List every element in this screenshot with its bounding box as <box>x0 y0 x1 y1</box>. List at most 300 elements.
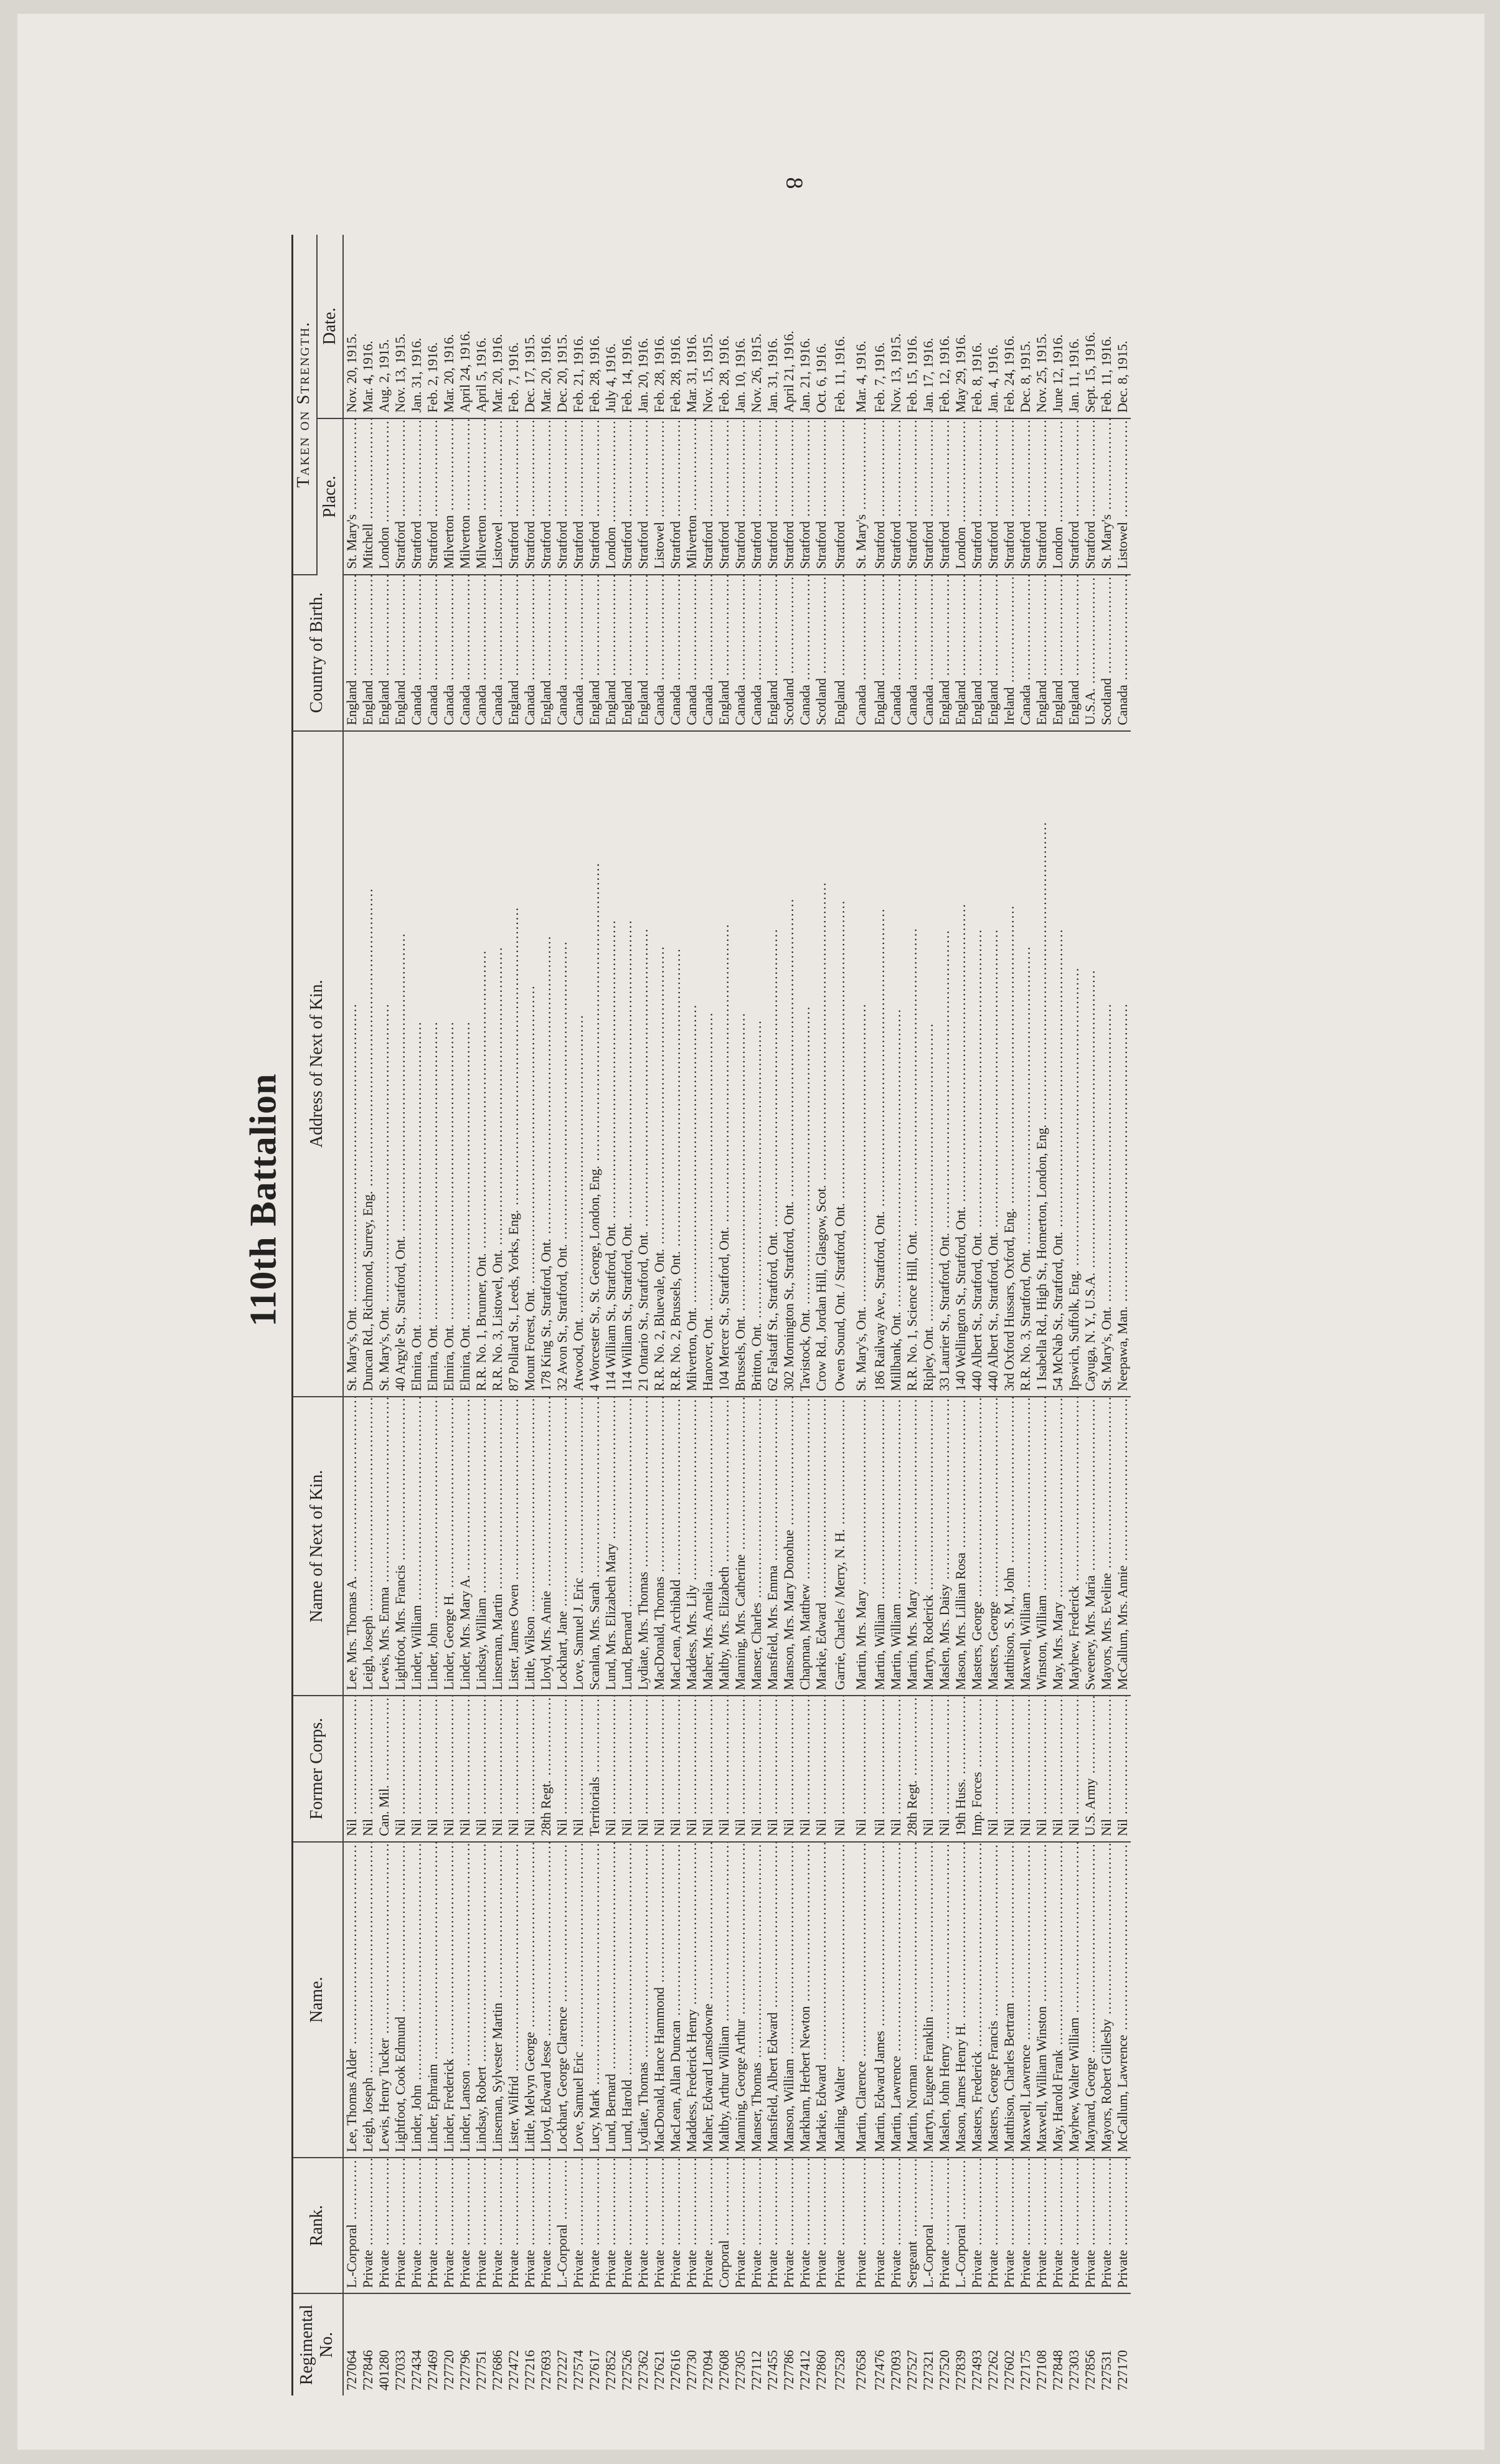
regimental-no-cell: 727305 <box>732 2350 748 2391</box>
strength-place-cell: London ..... <box>953 418 969 575</box>
soldier-name-cell: Maher, Edward Lansdowne ..... <box>700 1842 716 2158</box>
rank-cell: Private ..... <box>1050 2158 1066 2293</box>
regimental-no-cell: 727693 <box>538 2350 554 2391</box>
rank-cell: Private ..... <box>700 2158 716 2293</box>
table-row <box>797 235 813 2396</box>
strength-place-cell: Stratford ..... <box>522 418 538 575</box>
table-row <box>1050 235 1066 2396</box>
strength-place-cell: Stratford ..... <box>1001 418 1017 575</box>
kin-address-cell: 4 Worcester St., St. George, London, Eng. ..... <box>587 731 603 1397</box>
kin-address-cell: Millbank, Ont. ..... <box>888 731 904 1397</box>
table-row <box>473 235 489 2396</box>
former-corps-cell: 28th Regt. ..... <box>538 1696 554 1842</box>
kin-address-cell: Cayuga, N. Y., U.S.A. ..... <box>1082 731 1098 1397</box>
table-row <box>667 235 684 2396</box>
soldier-name-cell: Lockhart, George Clarence ..... <box>554 1842 570 2158</box>
strength-place-cell: Stratford ..... <box>829 418 851 575</box>
strength-place-cell: Stratford ..... <box>936 418 953 575</box>
table-row <box>619 235 635 2396</box>
country-of-birth-cell: England ..... <box>985 575 1001 731</box>
former-corps-cell: Nil ..... <box>667 1696 684 1842</box>
regimental-no-cell: 727720 <box>441 2350 457 2391</box>
country-of-birth-cell: England ..... <box>376 575 392 731</box>
soldier-name-cell: Linder, John ..... <box>408 1842 425 2158</box>
rank-cell: Private ..... <box>969 2158 985 2293</box>
country-of-birth-cell: Canada ..... <box>797 575 813 731</box>
strength-place-cell: Stratford ..... <box>392 418 408 575</box>
regimental-no-cell: 727839 <box>953 2350 969 2391</box>
table-row <box>781 235 797 2396</box>
strength-place-cell: Listowel ..... <box>651 418 667 575</box>
soldier-name-cell: Lee, Thomas Alder ..... <box>343 1842 360 2158</box>
next-of-kin-cell: Martyn, Roderick ..... <box>920 1397 936 1696</box>
strength-place-cell: Stratford ..... <box>904 418 920 575</box>
former-corps-cell: Nil ..... <box>473 1696 489 1842</box>
regimental-no-cell: 727730 <box>684 2350 700 2391</box>
soldier-name-cell: Love, Samuel Eric ..... <box>570 1842 587 2158</box>
table-row <box>684 235 700 2396</box>
strength-place-cell: Stratford ..... <box>872 418 888 575</box>
regimental-no-cell: 727520 <box>936 2350 953 2391</box>
kin-address-cell: R.R. No. 2, Bluevale, Ont. ..... <box>651 731 667 1397</box>
strength-place-cell: London ..... <box>1050 418 1066 575</box>
table-row <box>408 235 425 2396</box>
strength-date-cell: Mar. 4, 1916. <box>851 235 872 418</box>
soldier-name-cell: Leigh, Joseph ..... <box>360 1842 376 2158</box>
rank-cell: Private ..... <box>781 2158 797 2293</box>
table-row <box>1001 235 1017 2396</box>
soldier-name-cell: Linder, Frederick ..... <box>441 1842 457 2158</box>
country-of-birth-cell: U.S.A. ..... <box>1082 575 1098 731</box>
former-corps-cell: Nil ..... <box>522 1696 538 1842</box>
kin-address-cell: 114 William St., Stratford, Ont. ..... <box>603 731 619 1397</box>
soldier-name-cell: Marling, Walter ..... <box>829 1842 851 2158</box>
strength-date-cell: Feb. 7, 1916. <box>506 235 522 418</box>
country-of-birth-cell: England ..... <box>603 575 619 731</box>
strength-date-cell: Feb. 28, 1916. <box>587 235 603 418</box>
former-corps-cell: Nil ..... <box>700 1696 716 1842</box>
country-of-birth-cell: England ..... <box>1050 575 1066 731</box>
next-of-kin-cell: Mason, Mrs. Lillian Rosa ..... <box>953 1397 969 1696</box>
country-of-birth-cell: England ..... <box>392 575 408 731</box>
former-corps-cell: Nil ..... <box>684 1696 700 1842</box>
former-corps-cell: Nil ..... <box>441 1696 457 1842</box>
strength-place-cell: St. Mary's ..... <box>851 418 872 575</box>
strength-date-cell: Feb. 15, 1916. <box>904 235 920 418</box>
strength-date-cell: Nov. 15, 1915. <box>700 235 716 418</box>
soldier-name-cell: Maslen, John Henry ..... <box>936 1842 953 2158</box>
rank-cell: Private ..... <box>635 2158 651 2293</box>
kin-address-cell: Elmira, Ont. ..... <box>457 731 473 1397</box>
table-row <box>425 235 441 2396</box>
country-of-birth-cell: Scotland ..... <box>1098 575 1115 731</box>
soldier-name-cell: Markie, Edward ..... <box>813 1842 829 2158</box>
rank-cell: Private ..... <box>936 2158 953 2293</box>
former-corps-cell: Nil ..... <box>635 1696 651 1842</box>
strength-date-cell: Feb. 2, 1916. <box>425 235 441 418</box>
kin-address-cell: Ipswich, Suffolk, Eng. ..... <box>1066 731 1082 1397</box>
header-rank: Rank. <box>291 2158 343 2293</box>
table-row <box>1082 235 1098 2396</box>
soldier-name-cell: Lydiate, Thomas ..... <box>635 1842 651 2158</box>
country-of-birth-cell: Canada ..... <box>408 575 425 731</box>
next-of-kin-cell: Manser, Charles ..... <box>748 1397 765 1696</box>
soldier-name-cell: Mayhew, Walter William ..... <box>1066 1842 1082 2158</box>
header-name: Name. <box>291 1842 343 2158</box>
rank-cell: Private ..... <box>441 2158 457 2293</box>
kin-address-cell: 3rd Oxford Hussars, Oxford, Eng. ..... <box>1001 731 1017 1397</box>
rank-cell: Sergeant ..... <box>904 2158 920 2293</box>
strength-date-cell: Mar. 20, 1916. <box>538 235 554 418</box>
strength-place-cell: Stratford ..... <box>716 418 732 575</box>
rank-cell: Private ..... <box>1066 2158 1082 2293</box>
regimental-no-cell: 727227 <box>554 2350 570 2391</box>
soldier-name-cell: Masters, George Francis ..... <box>985 1842 1001 2158</box>
regimental-no-cell: 727469 <box>425 2350 441 2391</box>
strength-date-cell: Feb. 12, 1916. <box>936 235 953 418</box>
table-top-rule <box>291 235 293 2396</box>
next-of-kin-cell: Lloyd, Mrs. Annie ..... <box>538 1397 554 1696</box>
strength-place-cell: Stratford ..... <box>425 418 441 575</box>
next-of-kin-cell: Martin, Mrs. Mary ..... <box>851 1397 872 1696</box>
country-of-birth-cell: Ireland ..... <box>1001 575 1017 731</box>
strength-date-cell: Feb. 11, 1916. <box>829 235 851 418</box>
kin-address-cell: R.R. No. 1, Science Hill, Ont. ..... <box>904 731 920 1397</box>
regimental-no-cell: 727412 <box>797 2350 813 2391</box>
former-corps-cell: Nil ..... <box>716 1696 732 1842</box>
rank-cell: Private ..... <box>667 2158 684 2293</box>
table-row <box>506 235 522 2396</box>
country-of-birth-cell: England ..... <box>1066 575 1082 731</box>
strength-place-cell: Stratford ..... <box>619 418 635 575</box>
table-row <box>700 235 716 2396</box>
kin-address-cell: Crow Rd., Jordan Hill, Glasgow, Scot. ..... <box>813 731 829 1397</box>
next-of-kin-cell: Manning, Mrs. Catherine ..... <box>732 1397 748 1696</box>
soldier-name-cell: Lucy, Mark ..... <box>587 1842 603 2158</box>
kin-address-cell: 440 Albert St., Stratford, Ont. ..... <box>969 731 985 1397</box>
strength-date-cell: Sept. 15, 1916. <box>1082 235 1098 418</box>
former-corps-cell: Nil ..... <box>732 1696 748 1842</box>
country-of-birth-cell: Canada ..... <box>425 575 441 731</box>
next-of-kin-cell: Lightfoot, Mrs. Francis ..... <box>392 1397 408 1696</box>
strength-date-cell: Nov. 25, 1915. <box>1034 235 1050 418</box>
header-country: Country of Birth. <box>291 575 343 731</box>
regimental-no-cell: 727658 <box>853 2350 869 2391</box>
strength-date-cell: Feb. 28, 1916. <box>667 235 684 418</box>
strength-place-cell: London ..... <box>376 418 392 575</box>
rank-cell: L.-Corporal ..... <box>343 2158 360 2293</box>
next-of-kin-cell: Garrie, Charles / Merry, N. H. ..... <box>829 1397 851 1696</box>
next-of-kin-cell: Lindsay, William ..... <box>473 1397 489 1696</box>
kin-address-cell: Elmira, Ont. ..... <box>425 731 441 1397</box>
regimental-no-cell: 727064 <box>344 2350 360 2391</box>
soldier-name-cell: Martin, Lawrence ..... <box>888 1842 904 2158</box>
country-of-birth-cell: Canada ..... <box>457 575 473 731</box>
country-of-birth-cell: Canada ..... <box>570 575 587 731</box>
strength-date-cell: Jan. 4, 1916. <box>985 235 1001 418</box>
kin-address-cell: Duncan Rd., Richmond, Surrey, Eng. ..... <box>360 731 376 1397</box>
strength-date-cell: Jan. 31, 1916. <box>765 235 781 418</box>
country-of-birth-cell: England ..... <box>829 575 851 731</box>
next-of-kin-cell: Masters, George ..... <box>969 1397 985 1696</box>
strength-place-cell: Stratford ..... <box>538 418 554 575</box>
table-row <box>554 235 570 2396</box>
next-of-kin-cell: Matthison, S. M., John ..... <box>1001 1397 1017 1696</box>
strength-place-cell: Listowel ..... <box>489 418 506 575</box>
former-corps-cell: U.S. Army ..... <box>1082 1696 1098 1842</box>
rank-cell: L.-Corporal ..... <box>554 2158 570 2293</box>
country-of-birth-cell: England ..... <box>765 575 781 731</box>
regimental-no-cell: 727472 <box>506 2350 522 2391</box>
strength-date-cell: Nov. 26, 1915. <box>748 235 765 418</box>
strength-date-cell: Nov. 20, 1915. <box>343 235 360 418</box>
next-of-kin-cell: Maher, Mrs. Amelia ..... <box>700 1397 716 1696</box>
soldier-name-cell: Masters, Frederick ..... <box>969 1842 985 2158</box>
kin-address-cell: Tavistock, Ont. ..... <box>797 731 813 1397</box>
header-date: Date. <box>317 235 343 418</box>
nominal-roll-table <box>291 235 1362 2396</box>
former-corps-cell: Nil ..... <box>765 1696 781 1842</box>
soldier-name-cell: Lister, Wilfrid ..... <box>506 1842 522 2158</box>
former-corps-cell: Nil ..... <box>851 1696 872 1842</box>
rank-cell: Private ..... <box>603 2158 619 2293</box>
rank-cell: Private ..... <box>872 2158 888 2293</box>
strength-date-cell: Jan. 21, 1916. <box>797 235 813 418</box>
rank-cell: Private ..... <box>985 2158 1001 2293</box>
strength-date-cell: Aug. 2, 1915. <box>376 235 392 418</box>
next-of-kin-cell: Linseman, Martin ..... <box>489 1397 506 1696</box>
country-of-birth-cell: England ..... <box>360 575 376 731</box>
regimental-no-cell: 727112 <box>748 2351 765 2391</box>
rank-cell: Private ..... <box>765 2158 781 2293</box>
country-of-birth-cell: Canada ..... <box>748 575 765 731</box>
former-corps-cell: Can. Mil. ..... <box>376 1696 392 1842</box>
soldier-name-cell: Maxwell, Lawrence ..... <box>1017 1842 1034 2158</box>
kin-address-cell: 1 Isabella Rd., High St., Homerton, London, Eng. ..... <box>1034 731 1050 1397</box>
table-row <box>1066 235 1082 2396</box>
next-of-kin-cell: Chapman, Matthew ..... <box>797 1397 813 1696</box>
next-of-kin-cell: Manson, Mrs. Mary Donohue ..... <box>781 1397 797 1696</box>
country-of-birth-cell: England ..... <box>619 575 635 731</box>
former-corps-cell: Nil ..... <box>457 1696 473 1842</box>
rank-cell: Private ..... <box>538 2158 554 2293</box>
soldier-name-cell: Mansfield, Albert Edward ..... <box>765 1842 781 2158</box>
strength-date-cell: April 21, 1916. <box>781 235 797 418</box>
strength-date-cell: Feb. 21, 1916. <box>570 235 587 418</box>
former-corps-cell: Nil ..... <box>651 1696 667 1842</box>
kin-address-cell: 140 Wellington St., Stratford, Ont. ..... <box>953 731 969 1397</box>
strength-date-cell: Jan. 10, 1916. <box>732 235 748 418</box>
country-of-birth-cell: Canada ..... <box>1017 575 1034 731</box>
kin-address-cell: Atwood, Ont. ..... <box>570 731 587 1397</box>
table-row <box>522 235 538 2396</box>
strength-place-cell: Stratford ..... <box>748 418 765 575</box>
strength-place-cell: Stratford ..... <box>667 418 684 575</box>
former-corps-cell: Nil ..... <box>506 1696 522 1842</box>
soldier-name-cell: McCallum, Lawrence ..... <box>1115 1842 1131 2158</box>
former-corps-cell: Nil ..... <box>425 1696 441 1842</box>
kin-address-cell: 33 Laurier St., Stratford, Ont. ..... <box>936 731 953 1397</box>
kin-address-cell: Elmira, Ont. ..... <box>441 731 457 1397</box>
regimental-no-cell: 727602 <box>1001 2350 1017 2391</box>
strength-place-cell: Milverton ..... <box>473 418 489 575</box>
strength-date-cell: Feb. 8, 1916. <box>969 235 985 418</box>
rank-cell: Private ..... <box>888 2158 904 2293</box>
strength-place-cell: St. Mary's ..... <box>1098 418 1115 575</box>
table-row <box>813 235 829 2396</box>
rank-cell: Private ..... <box>506 2158 522 2293</box>
header-place: Place. <box>317 418 343 575</box>
strength-place-cell: Stratford ..... <box>1082 418 1098 575</box>
next-of-kin-cell: Lewis, Mrs. Emma ..... <box>376 1397 392 1696</box>
rank-cell: L.-Corporal ..... <box>953 2158 969 2293</box>
strength-date-cell: Dec. 8, 1915. <box>1115 235 1131 418</box>
strength-place-cell: St. Mary's ..... <box>343 418 360 575</box>
country-of-birth-cell: England ..... <box>969 575 985 731</box>
strength-date-cell: Dec. 17, 1915. <box>522 235 538 418</box>
former-corps-cell: 28th Regt. ..... <box>904 1696 920 1842</box>
kin-address-cell: 40 Argyle St., Stratford, Ont. ..... <box>392 731 408 1397</box>
country-of-birth-cell: England ..... <box>635 575 651 731</box>
next-of-kin-cell: Maltby, Mrs. Elizabeth ..... <box>716 1397 732 1696</box>
strength-date-cell: Feb. 14, 1916. <box>619 235 635 418</box>
header-address: Address of Next of Kin. <box>291 731 343 1397</box>
former-corps-cell: Nil ..... <box>1017 1696 1034 1842</box>
kin-address-cell: 440 Albert St., Stratford, Ont. ..... <box>985 731 1001 1397</box>
strength-place-cell: Stratford ..... <box>920 418 936 575</box>
kin-address-cell: 32 Avon St., Stratford, Ont. ..... <box>554 731 570 1397</box>
country-of-birth-cell: Scotland ..... <box>813 575 829 731</box>
regimental-no-cell: 727476 <box>872 2350 888 2391</box>
next-of-kin-cell: Martin, Mrs. Mary ..... <box>904 1397 920 1696</box>
country-of-birth-cell: England ..... <box>936 575 953 731</box>
kin-address-cell: 87 Pollard St., Leeds, Yorks, Eng. ..... <box>506 731 522 1397</box>
soldier-name-cell: Manser, Thomas ..... <box>748 1842 765 2158</box>
strength-place-cell: Stratford ..... <box>732 418 748 575</box>
strength-place-cell: Stratford ..... <box>1017 418 1034 575</box>
soldier-name-cell: Lloyd, Edward Jesse ..... <box>538 1842 554 2158</box>
kin-address-cell: 104 Mercer St., Stratford, Ont. ..... <box>716 731 732 1397</box>
former-corps-cell: Nil ..... <box>872 1696 888 1842</box>
former-corps-cell: Nil ..... <box>936 1696 953 1842</box>
next-of-kin-cell: Lund, Bernard ..... <box>619 1397 635 1696</box>
regimental-no-cell: 727617 <box>587 2350 603 2391</box>
country-of-birth-cell: England ..... <box>343 575 360 731</box>
strength-date-cell: April 24, 1916. <box>457 235 473 418</box>
table-row <box>953 235 969 2396</box>
table-row <box>587 235 603 2396</box>
rank-cell: Private ..... <box>570 2158 587 2293</box>
header-former-corps: Former Corps. <box>291 1696 343 1842</box>
strength-date-cell: Nov. 13, 1915. <box>392 235 408 418</box>
rank-cell: Private ..... <box>797 2158 813 2293</box>
soldier-name-cell: Martyn, Eugene Franklin ..... <box>920 1842 936 2158</box>
strength-place-cell: Stratford ..... <box>1066 418 1082 575</box>
table-row <box>360 235 376 2396</box>
country-of-birth-cell: Scotland ..... <box>781 575 797 731</box>
soldier-name-cell: Little, Melvyn George ..... <box>522 1842 538 2158</box>
regimental-no-cell: 727033 <box>392 2350 408 2391</box>
country-of-birth-cell: Canada ..... <box>904 575 920 731</box>
kin-address-cell: Mount Forest, Ont. ..... <box>522 731 538 1397</box>
former-corps-cell: Nil ..... <box>489 1696 506 1842</box>
kin-address-cell: R.R. No. 2, Brussels, Ont. ..... <box>667 731 684 1397</box>
regimental-no-cell: 727608 <box>716 2350 732 2391</box>
soldier-name-cell: Manning, George Arthur ..... <box>732 1842 748 2158</box>
soldier-name-cell: Mayors, Robert Gillesby ..... <box>1098 1842 1115 2158</box>
regimental-no-cell: 727175 <box>1017 2350 1034 2391</box>
kin-address-cell: R.R. No. 1, Brunner, Ont. ..... <box>473 731 489 1397</box>
country-of-birth-cell: England ..... <box>587 575 603 731</box>
former-corps-cell: Nil ..... <box>554 1696 570 1842</box>
rank-cell: Private ..... <box>813 2158 829 2293</box>
regimental-no-cell: 727094 <box>700 2350 716 2391</box>
regimental-no-cell: 727796 <box>457 2350 473 2391</box>
kin-address-cell: 21 Ontario St., Stratford, Ont. ..... <box>635 731 651 1397</box>
rank-cell: Private ..... <box>748 2158 765 2293</box>
table-row <box>376 235 392 2396</box>
kin-address-cell: St. Mary's, Ont. ..... <box>1098 731 1115 1397</box>
strength-place-cell: Stratford ..... <box>506 418 522 575</box>
strength-place-cell: Stratford ..... <box>797 418 813 575</box>
strength-date-cell: Mar. 20, 1916. <box>489 235 506 418</box>
next-of-kin-cell: Mansfield, Mrs. Emma ..... <box>765 1397 781 1696</box>
former-corps-cell: Nil ..... <box>408 1696 425 1842</box>
table-row <box>920 235 936 2396</box>
soldier-name-cell: Manson, William ..... <box>781 1842 797 2158</box>
table-row <box>732 235 748 2396</box>
country-of-birth-cell: Canada ..... <box>684 575 700 731</box>
page-number: 8 <box>781 177 808 189</box>
strength-place-cell: Mitchell ..... <box>360 418 376 575</box>
regimental-no-cell: 727216 <box>522 2350 538 2391</box>
soldier-name-cell: Lund, Bernard ..... <box>603 1842 619 2158</box>
former-corps-cell: Nil ..... <box>797 1696 813 1842</box>
former-corps-cell: Nil ..... <box>1034 1696 1050 1842</box>
next-of-kin-cell: Maddess, Mrs. Lily ..... <box>684 1397 700 1696</box>
rank-cell: Private ..... <box>522 2158 538 2293</box>
former-corps-cell: Imp. Forces ..... <box>969 1696 985 1842</box>
regimental-no-cell: 727321 <box>920 2350 936 2391</box>
table-row <box>985 235 1001 2396</box>
strength-date-cell: Jan. 11, 1916. <box>1066 235 1082 418</box>
regimental-no-cell: 727856 <box>1082 2350 1098 2391</box>
next-of-kin-cell: Mayors, Mrs. Eveline ..... <box>1098 1397 1115 1696</box>
strength-place-cell: Stratford ..... <box>985 418 1001 575</box>
next-of-kin-cell: Sweeney, Mrs. Maria ..... <box>1082 1397 1098 1696</box>
strength-place-cell: Stratford ..... <box>781 418 797 575</box>
next-of-kin-cell: Lund, Mrs. Elizabeth Mary ..... <box>603 1397 619 1696</box>
next-of-kin-cell: Martin, William ..... <box>872 1397 888 1696</box>
strength-date-cell: Dec. 8, 1915. <box>1017 235 1034 418</box>
strength-place-cell: Stratford ..... <box>813 418 829 575</box>
table-row <box>904 235 920 2396</box>
rank-cell: Private ..... <box>684 2158 700 2293</box>
kin-address-cell: Brussels, Ont. ..... <box>732 731 748 1397</box>
strength-place-cell: Stratford ..... <box>587 418 603 575</box>
strength-date-cell: Dec. 20, 1915. <box>554 235 570 418</box>
next-of-kin-cell: McCallum, Mrs. Annie ..... <box>1115 1397 1131 1696</box>
strength-place-cell: Milverton ..... <box>457 418 473 575</box>
table-row <box>441 235 457 2396</box>
country-of-birth-cell: Canada ..... <box>732 575 748 731</box>
strength-place-cell: Milverton ..... <box>441 418 457 575</box>
kin-address-cell: Ripley, Ont. ..... <box>920 731 936 1397</box>
next-of-kin-cell: Maslen, Mrs. Daisy ..... <box>936 1397 953 1696</box>
soldier-name-cell: Linder, Ephraim ..... <box>425 1842 441 2158</box>
strength-place-cell: Listowel ..... <box>1115 418 1131 575</box>
strength-place-cell: Stratford ..... <box>700 418 716 575</box>
